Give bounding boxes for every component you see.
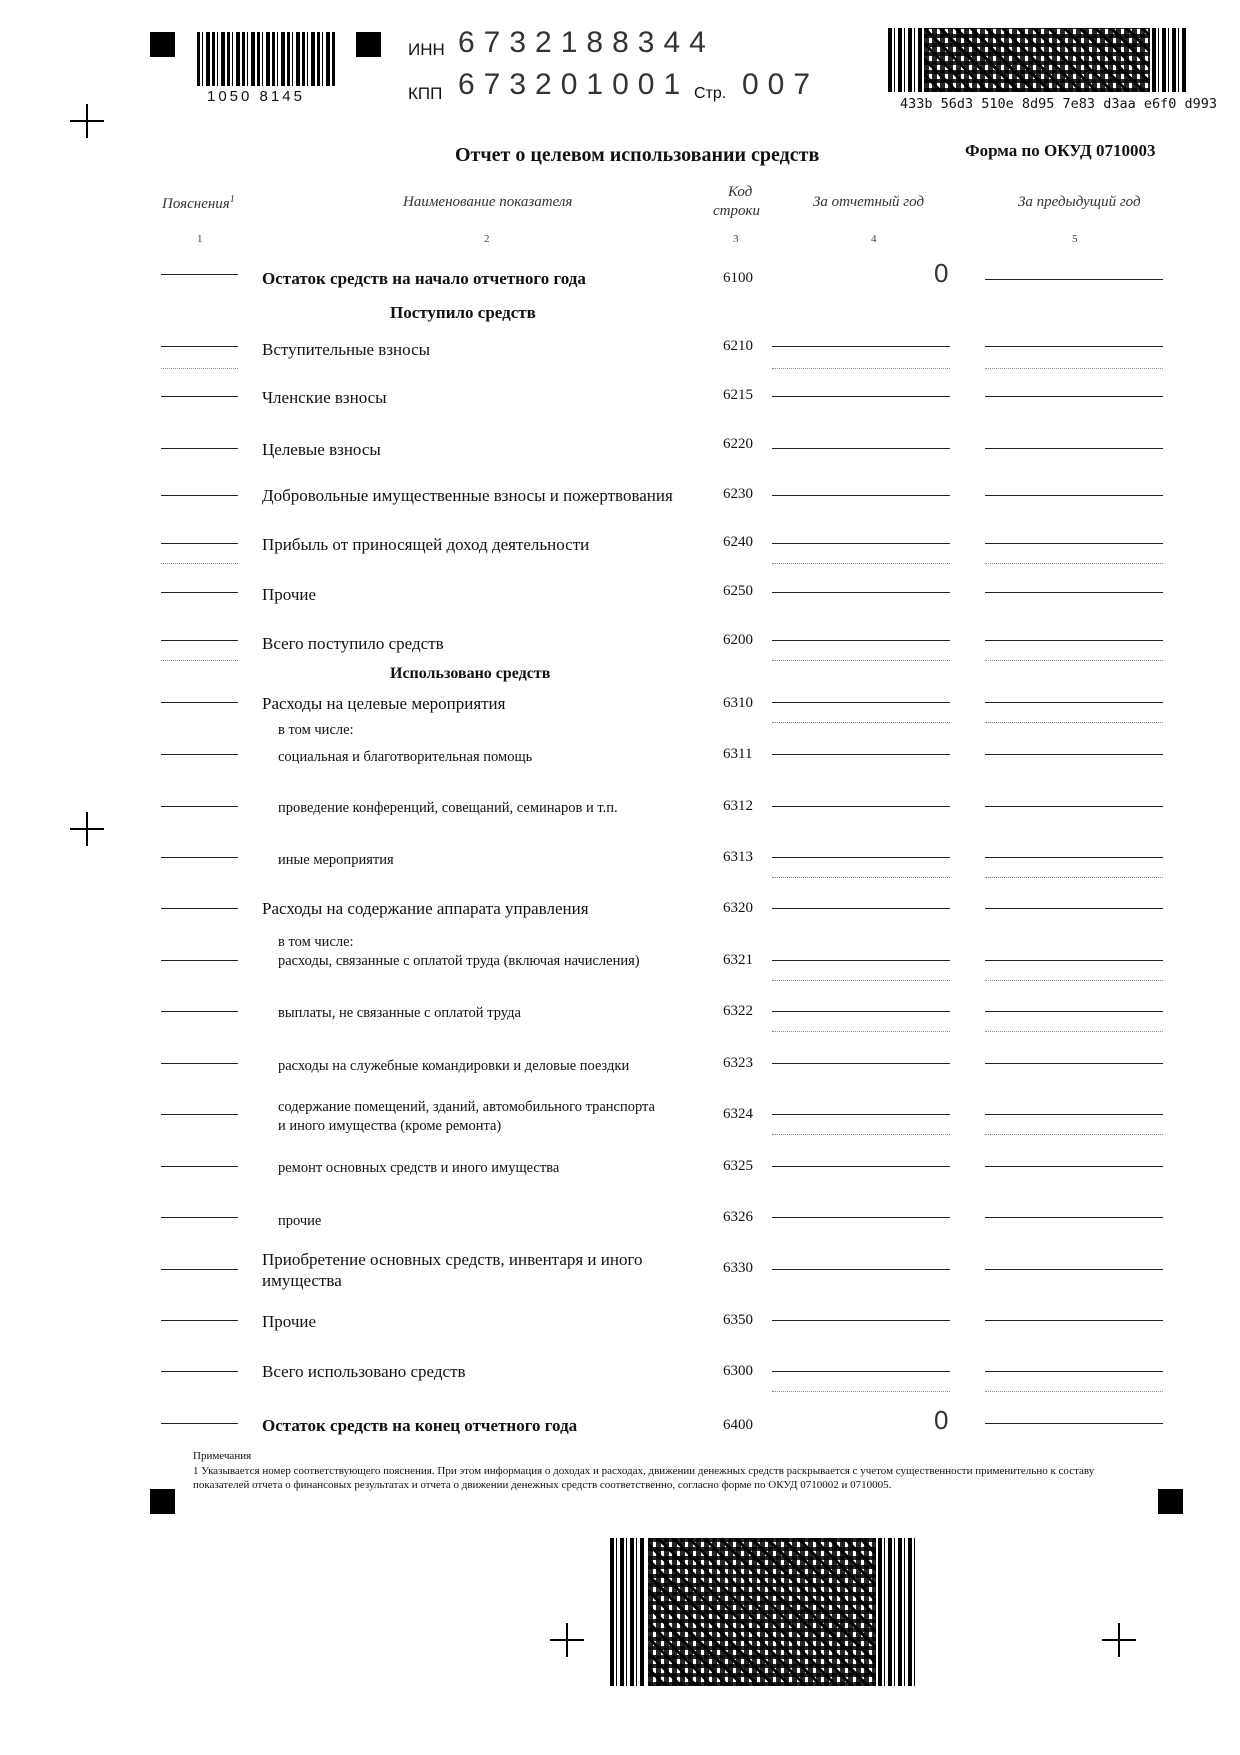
barcode [197, 32, 337, 86]
field-divider [985, 563, 1163, 564]
notes-field[interactable] [161, 346, 238, 347]
col-number: 5 [1072, 233, 1078, 245]
row-label-6220: Целевые взносы [262, 440, 381, 459]
row-label-6240: Прибыль от приносящей доход деятельности [262, 535, 590, 554]
row-label-6320: Расходы на содержание аппарата управления [262, 899, 589, 918]
value-field-previous[interactable] [985, 640, 1163, 641]
row-code: 6250 [723, 583, 753, 599]
incl-label: в том числе: [278, 722, 354, 738]
notes-field[interactable] [161, 1063, 238, 1064]
value-field-previous[interactable] [985, 346, 1163, 347]
form-title: Отчет о целевом использовании средств [455, 144, 820, 166]
value-field-previous[interactable] [985, 495, 1163, 496]
row-code: 6311 [723, 746, 753, 762]
value-field-current[interactable] [772, 754, 950, 755]
value-field-previous[interactable] [985, 1423, 1163, 1424]
field-divider [772, 877, 950, 878]
row-code: 6320 [723, 900, 753, 916]
notes-field[interactable] [161, 1114, 238, 1115]
registration-mark [356, 32, 381, 57]
field-divider [161, 563, 238, 564]
row-code: 6323 [723, 1055, 753, 1071]
row-code: 6220 [723, 436, 753, 452]
value-field-previous[interactable] [985, 279, 1163, 280]
notes-field[interactable] [161, 908, 238, 909]
value-field-current[interactable] [772, 448, 950, 449]
notes-field[interactable] [161, 1166, 238, 1167]
value-field-current[interactable] [772, 1320, 950, 1321]
notes-field[interactable] [161, 1011, 238, 1012]
notes-field[interactable] [161, 1423, 238, 1424]
row-label-6330-line1: Приобретение основных средств, инвентаря и иного [262, 1250, 643, 1269]
row-label-6400: Остаток средств на конец отчетного года [262, 1416, 578, 1435]
notes-field[interactable] [161, 592, 238, 593]
row-label-6300: Всего использовано средств [262, 1362, 466, 1381]
row-code: 6240 [723, 534, 753, 550]
col-current-header: За отчетный год [813, 194, 925, 210]
field-divider [985, 1391, 1163, 1392]
notes-field[interactable] [161, 274, 238, 275]
field-divider [772, 1134, 950, 1135]
field-divider [985, 722, 1163, 723]
value-field-previous[interactable] [985, 754, 1163, 755]
value-field-previous[interactable] [985, 1063, 1163, 1064]
pdf417-stop-pattern [1152, 28, 1186, 92]
incl-label: в том числе: [278, 934, 354, 950]
value-field-current[interactable] [772, 1063, 950, 1064]
field-divider [772, 1391, 950, 1392]
notes-text: 1 Указывается номер соответствующего пояснения. При этом информация о доходах и расходах, движении денежных средств раскрывается с учетом существенности применительно к составу показателей отчета о финансовых результатах и отчета о движении денежных средств соответственно, согласно форме по ОКУД 0710002 и 0710005. [193, 1465, 1095, 1491]
notes-heading: Примечания [193, 1450, 252, 1462]
row-code: 6300 [723, 1363, 753, 1379]
value-field-current[interactable] [772, 1371, 950, 1372]
value-field-previous[interactable] [985, 908, 1163, 909]
row-label-6323: расходы на служебные командировки и деловые поездки [278, 1058, 630, 1074]
row-label-6324-line2: и иного имущества (кроме ремонта) [278, 1118, 502, 1134]
col-number: 1 [197, 233, 203, 245]
row-label-6312: проведение конференций, совещаний, семинаров и т.п. [278, 800, 618, 816]
row-code: 6324 [723, 1106, 753, 1122]
col-code-header-1: Код [728, 184, 753, 200]
row-label-6324-line1: содержание помещений, зданий, автомобильного транспорта [278, 1099, 655, 1115]
value-field-previous[interactable] [985, 1320, 1163, 1321]
row-code: 6200 [723, 632, 753, 648]
crosshair-mark [70, 104, 104, 138]
notes-field[interactable] [161, 495, 238, 496]
crosshair-mark [550, 1623, 584, 1657]
pdf417-stop-pattern [878, 1538, 918, 1686]
value-field-previous[interactable] [985, 1269, 1163, 1270]
notes-field[interactable] [161, 396, 238, 397]
field-divider [985, 980, 1163, 981]
pdf417-start-pattern [610, 1538, 646, 1686]
kpp-value: 673201001 [458, 68, 690, 101]
page-label: Стр. [694, 85, 727, 102]
col-number: 2 [484, 233, 490, 245]
field-divider [985, 368, 1163, 369]
value-field-previous[interactable] [985, 806, 1163, 807]
value-field-current[interactable] [772, 495, 950, 496]
col-name-header: Наименование показателя [403, 194, 573, 210]
notes-field[interactable] [161, 448, 238, 449]
value-field-current[interactable] [772, 1011, 950, 1012]
col-code-header-2: строки [713, 203, 761, 219]
notes-field[interactable] [161, 1320, 238, 1321]
value-field-current[interactable] [772, 1114, 950, 1115]
row-label-6350: Прочие [262, 1312, 317, 1331]
value-field-current[interactable] [772, 908, 950, 909]
notes-field[interactable] [161, 754, 238, 755]
col-number: 3 [733, 233, 739, 245]
pdf417-start-pattern [888, 28, 922, 92]
row-code: 6310 [723, 695, 753, 711]
value-field-current[interactable] [772, 1166, 950, 1167]
row-code: 6400 [723, 1417, 753, 1433]
row-label-6215: Членские взносы [262, 388, 387, 407]
field-divider [772, 980, 950, 981]
row-code: 6215 [723, 387, 753, 403]
value-field-current[interactable] [772, 396, 950, 397]
value-field-previous[interactable] [985, 396, 1163, 397]
field-divider [772, 563, 950, 564]
value-field-previous[interactable] [985, 857, 1163, 858]
row-code: 6326 [723, 1209, 753, 1225]
okud-code: Форма по ОКУД 0710003 [965, 141, 1156, 160]
registration-mark [150, 32, 175, 57]
row-label-6200: Всего поступило средств [262, 634, 444, 653]
row-label-6322: выплаты, не связанные с оплатой труда [278, 1005, 521, 1021]
row-code: 6210 [723, 338, 753, 354]
value-field-previous[interactable] [985, 592, 1163, 593]
col-notes-header: Пояснения$^1$ [162, 194, 235, 212]
row-code: 6350 [723, 1312, 753, 1328]
field-divider [772, 660, 950, 661]
crosshair-mark [70, 812, 104, 846]
notes-field[interactable] [161, 1217, 238, 1218]
field-divider [985, 1031, 1163, 1032]
row-code: 6230 [723, 486, 753, 502]
section-income: Поступило средств [390, 303, 536, 322]
notes-field[interactable] [161, 960, 238, 961]
row-code: 6313 [723, 849, 753, 865]
notes-field[interactable] [161, 640, 238, 641]
row-label-6313: иные мероприятия [278, 852, 394, 868]
row-label-6250: Прочие [262, 585, 317, 604]
value-field-previous[interactable] [985, 1166, 1163, 1167]
registration-mark [1158, 1489, 1183, 1514]
crosshair-mark [1102, 1623, 1136, 1657]
row-label-6321: расходы, связанные с оплатой труда (включая начисления) [278, 953, 640, 969]
row-label-6311: социальная и благотворительная помощь [278, 749, 533, 765]
row-code: 6100 [723, 270, 753, 286]
value-6100-current[interactable]: 0 [934, 258, 949, 288]
value-field-previous[interactable] [985, 1011, 1163, 1012]
value-field-current[interactable] [772, 346, 950, 347]
value-field-previous[interactable] [985, 702, 1163, 703]
value-field-previous[interactable] [985, 1217, 1163, 1218]
value-field-current[interactable] [772, 1217, 950, 1218]
value-field-current[interactable] [772, 806, 950, 807]
row-label-6330-line2: имущества [262, 1271, 342, 1290]
row-label-6230: Добровольные имущественные взносы и пожертвования [262, 486, 673, 505]
field-divider [161, 660, 238, 661]
row-label-6325: ремонт основных средств и иного имущества [278, 1160, 560, 1176]
row-label-6100: Остаток средств на начало отчетного года [262, 269, 586, 288]
value-field-current[interactable] [772, 1269, 950, 1270]
value-field-current[interactable] [772, 592, 950, 593]
page-number: 007 [742, 68, 820, 101]
section-expenses: Использовано средств [390, 665, 551, 682]
value-field-current[interactable] [772, 543, 950, 544]
notes-field[interactable] [161, 1269, 238, 1270]
inn-label: ИНН [408, 40, 445, 59]
field-divider [772, 722, 950, 723]
field-divider [985, 877, 1163, 878]
row-code: 6312 [723, 798, 753, 814]
col-previous-header: За предыдущий год [1018, 194, 1141, 210]
field-divider [161, 368, 238, 369]
value-field-previous[interactable] [985, 1114, 1163, 1115]
value-field-current[interactable] [772, 857, 950, 858]
row-label-6310: Расходы на целевые мероприятия [262, 694, 506, 713]
notes-field[interactable] [161, 806, 238, 807]
value-field-previous[interactable] [985, 1371, 1163, 1372]
row-code: 6330 [723, 1260, 753, 1276]
pdf417-barcode [924, 28, 1150, 92]
field-divider [772, 368, 950, 369]
notes-field[interactable] [161, 702, 238, 703]
hash-code: 433b 56d3 510e 8d95 7e83 d3aa e6f0 d993 [900, 96, 1217, 112]
field-divider [985, 1134, 1163, 1135]
registration-mark [150, 1489, 175, 1514]
barcode-number: 1050 8145 [207, 88, 305, 105]
value-field-previous[interactable] [985, 448, 1163, 449]
row-label-6210: Вступительные взносы [262, 340, 431, 359]
value-field-current[interactable] [772, 960, 950, 961]
value-6400-current[interactable]: 0 [934, 1405, 949, 1435]
value-field-current[interactable] [772, 640, 950, 641]
row-code: 6325 [723, 1158, 753, 1174]
row-code: 6322 [723, 1003, 753, 1019]
pdf417-barcode [648, 1538, 876, 1686]
inn-value: 6732188344 [458, 26, 715, 59]
field-divider [985, 660, 1163, 661]
value-field-previous[interactable] [985, 543, 1163, 544]
notes-field[interactable] [161, 857, 238, 858]
kpp-label: КПП [408, 84, 443, 103]
value-field-current[interactable] [772, 702, 950, 703]
col-number: 4 [871, 233, 877, 245]
value-field-previous[interactable] [985, 960, 1163, 961]
field-divider [772, 1031, 950, 1032]
notes-field[interactable] [161, 543, 238, 544]
row-label-6326: прочие [278, 1213, 322, 1229]
row-code: 6321 [723, 952, 753, 968]
notes-field[interactable] [161, 1371, 238, 1372]
